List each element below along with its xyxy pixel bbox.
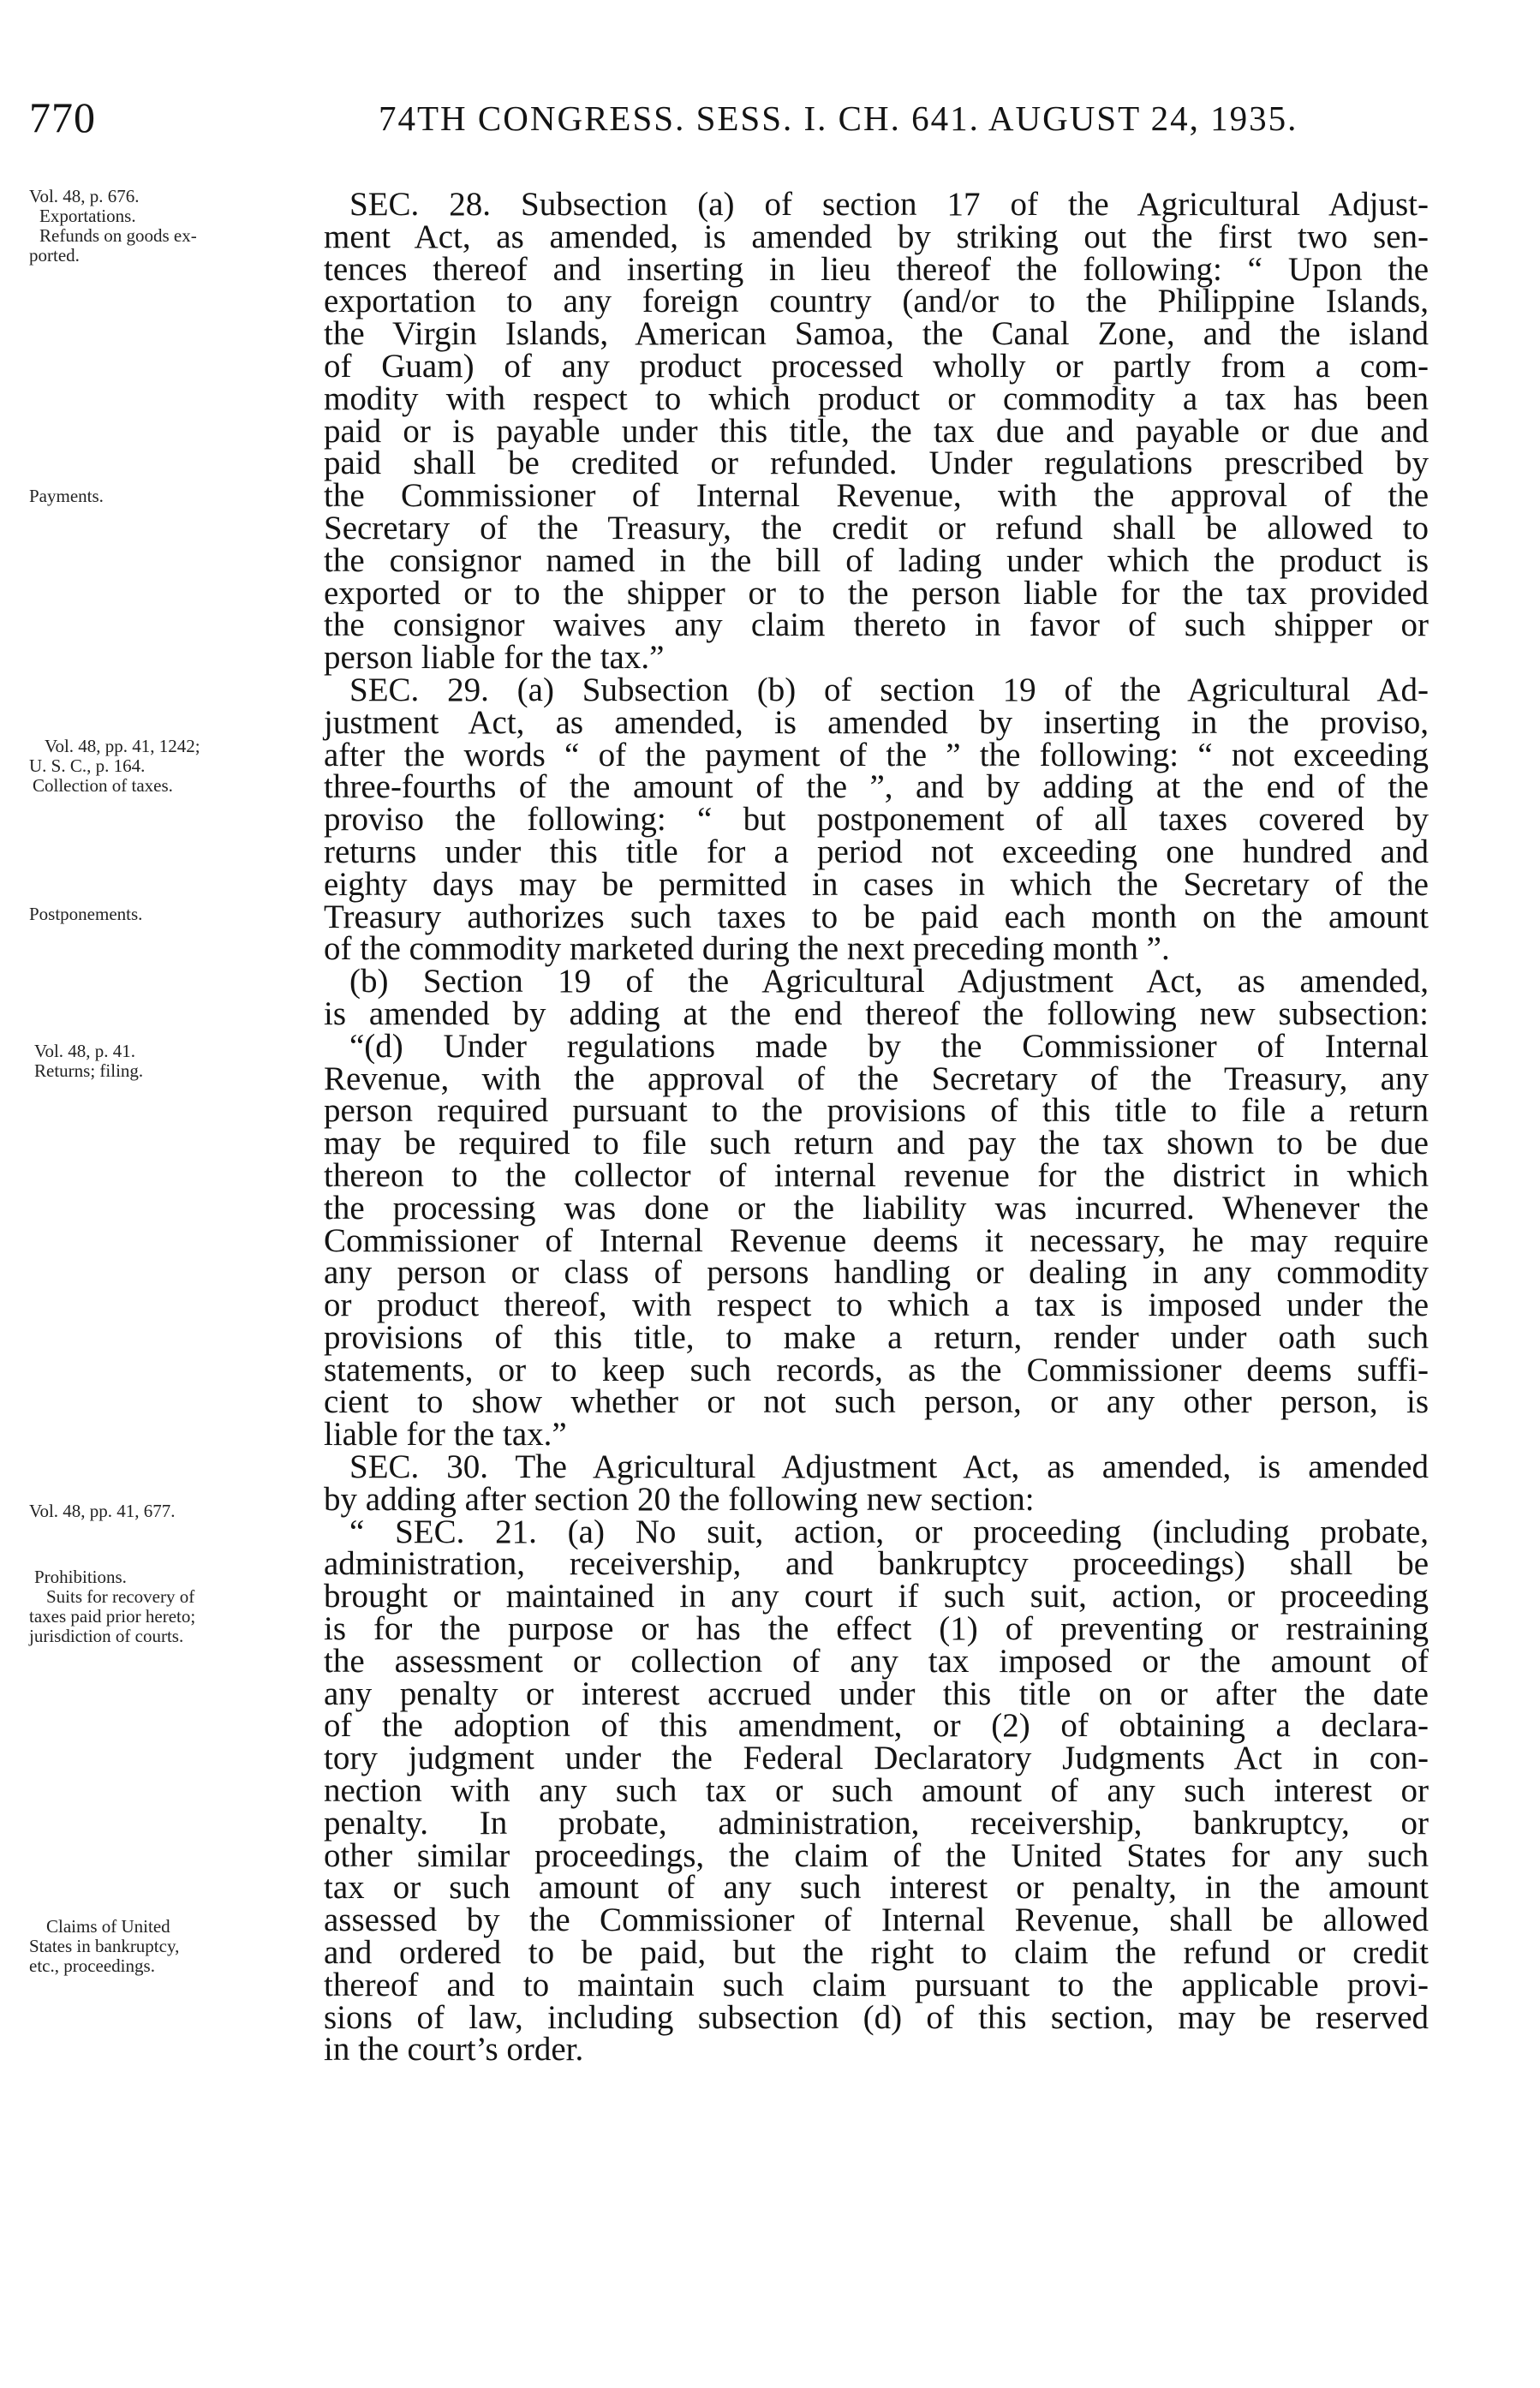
body-line: person liable for the tax.” — [324, 639, 665, 677]
margin-note-claims-of-united-states — [29, 1917, 312, 1976]
body-line: sions of law, including subsection (d) of this section, may be reserved — [324, 1998, 1429, 2036]
body-line: returns under this title for a period not exceeding one hundred and — [324, 833, 1429, 870]
body-line: other similar proceedings, the claim of the United States for any such — [324, 1836, 1429, 1874]
margin-note-line: Vol. 48, p. 41. — [34, 1041, 136, 1061]
margin-note-returns-filing — [29, 1042, 312, 1081]
body-line: exported or to the shipper or to the person liable for the tax provided — [324, 574, 1429, 612]
page-number: 770 — [29, 93, 96, 141]
body-line: ment Act, as amended, is amended by striking out the first two sen- — [324, 218, 1429, 255]
margin-note-line: Collection of taxes. — [33, 775, 173, 796]
body-line: brought or maintained in any court if such suit, action, or proceeding — [324, 1578, 1429, 1615]
body-line: “ SEC. 21. (a) No suit, action, or proceeding (including probate, — [349, 1513, 1429, 1550]
body-line: the consignor named in the bill of lading under which the product is — [324, 541, 1429, 579]
body-line: the processing was done or the liability was incurred. Whenever the — [324, 1189, 1429, 1227]
body-line: any person or class of persons handling or dealing in any commodity — [324, 1254, 1429, 1292]
body-line: Treasury authorizes such taxes to be paid each month on the amount — [324, 898, 1429, 935]
body-line: tory judgment under the Federal Declaratory Judgments Act in con- — [324, 1740, 1429, 1777]
body-line: SEC. 30. The Agricultural Adjustment Act, as amended, is amended — [349, 1448, 1429, 1486]
margin-note-line: Claims of United — [46, 1916, 170, 1937]
body-line: of Guam) of any product processed wholly or partly from a com- — [324, 347, 1429, 385]
body-line: thereon to the collector of internal revenue for the district in which — [324, 1156, 1429, 1194]
margin-note-line: jurisdiction of courts. — [29, 1626, 184, 1646]
body-line: Commissioner of Internal Revenue deems it necessary, he may require — [324, 1221, 1429, 1259]
margin-note-payments — [29, 487, 312, 506]
margin-note-line: etc., proceedings. — [29, 1955, 155, 1976]
body-line: any penalty or interest accrued under this title on or after the date — [324, 1675, 1429, 1712]
body-line: of the commodity marketed during the next preceding month ”. — [324, 930, 1170, 968]
body-line: eighty days may be permitted in cases in which the Secretary of the — [324, 865, 1429, 903]
margin-note-line: ported. — [29, 245, 80, 266]
body-line: proviso the following: “ but postponement of all taxes covered by — [324, 801, 1429, 839]
margin-note-line: Payments. — [29, 486, 104, 506]
body-line: SEC. 29. (a) Subsection (b) of section 19 of the Agricultural Ad- — [349, 671, 1429, 708]
body-line: statements, or to keep such records, as the Commissioner deems suffi- — [324, 1351, 1429, 1388]
margin-note-line: Prohibitions. — [34, 1567, 127, 1587]
body-line: after the words “ of the payment of the ” the following: “ not exceeding — [324, 736, 1429, 773]
body-line: cient to show whether or not such person, or any other person, is — [324, 1383, 1429, 1421]
body-line: thereof and to maintain such claim pursuant to the applicable provi- — [324, 1966, 1429, 2003]
body-line: the Commissioner of Internal Revenue, with the approval of the — [324, 477, 1429, 515]
margin-note-postponements — [29, 904, 312, 924]
body-line: liable for the tax.” — [324, 1416, 567, 1454]
margin-note-line: taxes paid prior hereto; — [29, 1606, 196, 1627]
margin-note-line: U. S. C., p. 164. — [29, 755, 146, 776]
body-line: “(d) Under regulations made by the Commissioner of Internal — [349, 1027, 1429, 1065]
margin-note-vol-48-pp-41-677 — [29, 1501, 312, 1521]
body-line: paid or is payable under this title, the tax due and payable or due and — [324, 412, 1429, 450]
body-line: Secretary of the Treasury, the credit or refund shall be allowed to — [324, 509, 1429, 546]
margin-note-exportations — [29, 187, 312, 266]
body-line: modity with respect to which product or commodity a tax has been — [324, 379, 1429, 417]
body-line: by adding after section 20 the following new section: — [324, 1480, 1035, 1518]
body-line: (b) Section 19 of the Agricultural Adjustment Act, as amended, — [349, 963, 1429, 1000]
body-line: exportation to any foreign country (and/or to the Philippine Islands, — [324, 283, 1429, 320]
margin-note-line: Refunds on goods ex- — [39, 225, 197, 246]
body-line: is for the purpose or has the effect (1) of preventing or restraining — [324, 1610, 1429, 1648]
body-line: Revenue, with the approval of the Secretary of the Treasury, any — [324, 1060, 1429, 1097]
body-line: the Virgin Islands, American Samoa, the Canal Zone, and the island — [324, 315, 1429, 353]
margin-note-line: Vol. 48, pp. 41, 677. — [29, 1501, 176, 1521]
body-line: provisions of this title, to make a return, render under oath such — [324, 1318, 1429, 1356]
margin-note-line: Returns; filing. — [34, 1060, 144, 1081]
body-line: tax or such amount of any such interest or penalty, in the amount — [324, 1869, 1429, 1907]
body-line: assessed by the Commissioner of Internal Revenue, shall be allowed — [324, 1901, 1429, 1939]
body-line: the consignor waives any claim thereto in favor of such shipper or — [324, 606, 1429, 644]
body-line: three-fourths of the amount of the ”, and by adding at the end of the — [324, 768, 1429, 806]
margin-note-line: Vol. 48, pp. 41, 1242; — [45, 736, 200, 756]
body-line: or product thereof, with respect to which a tax is imposed under the — [324, 1287, 1429, 1324]
margin-note-prohibitions — [29, 1567, 312, 1646]
body-line: SEC. 28. Subsection (a) of section 17 of the Agricultural Adjust- — [349, 186, 1429, 223]
body-line: and ordered to be paid, but the right to claim the refund or credit — [324, 1934, 1429, 1972]
margin-note-collection-of-taxes — [29, 737, 312, 796]
margin-note-line: States in bankruptcy, — [29, 1936, 180, 1956]
margin-note-line: Postponements. — [29, 904, 143, 924]
body-line: administration, receivership, and bankruptcy proceedings) shall be — [324, 1545, 1429, 1583]
body-line: justment Act, as amended, is amended by inserting in the proviso, — [324, 703, 1429, 741]
body-line: penalty. In probate, administration, receivership, bankruptcy, or — [324, 1804, 1429, 1842]
body-line: in the court’s order. — [324, 2031, 584, 2069]
body-line: tences thereof and inserting in lieu thereof the following: “ Upon the — [324, 250, 1429, 288]
body-text — [324, 186, 1429, 2069]
body-line: the assessment or collection of any tax imposed or the amount of — [324, 1642, 1429, 1680]
body-line: nection with any such tax or such amount of any such interest or — [324, 1772, 1429, 1810]
body-line: is amended by adding at the end thereof the following new subsection: — [324, 994, 1429, 1032]
page-header — [29, 93, 1417, 152]
margin-note-line: Vol. 48, p. 676. — [29, 186, 140, 206]
margin-note-line: Exportations. — [39, 206, 136, 226]
body-line: may be required to file such return and pay the tax shown to be due — [324, 1125, 1429, 1162]
body-line: of the adoption of this amendment, or (2) of obtaining a declara- — [324, 1707, 1429, 1745]
body-line: person required pursuant to the provisions of this title to file a return — [324, 1092, 1429, 1130]
margin-note-line: Suits for recovery of — [46, 1586, 195, 1607]
body-line: paid shall be credited or refunded. Under regulations prescribed by — [324, 445, 1429, 482]
running-head: 74TH CONGRESS. SESS. I. CH. 641. AUGUST 24, 1935. — [379, 99, 1298, 138]
